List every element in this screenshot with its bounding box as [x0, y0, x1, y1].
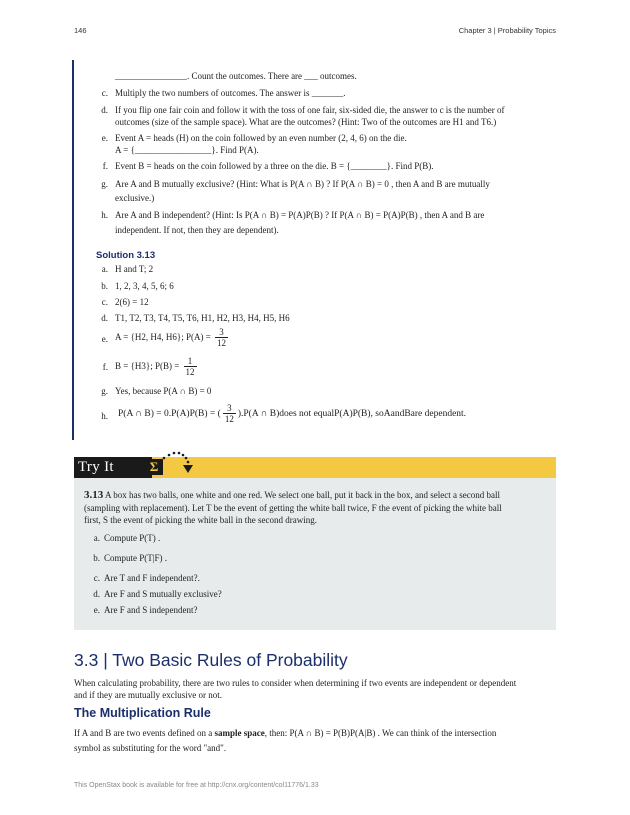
running-header: Chapter 3 | Probability Topics	[458, 26, 556, 35]
try-it-label-c: c.	[93, 573, 100, 583]
exercise-g-line2: exclusive.)	[115, 193, 155, 203]
solution-h-denominator: 12	[224, 414, 234, 425]
footer-text: This OpenStax book is available for free at http://cnx.org/content/col11776/1.33	[74, 782, 319, 789]
example-accent-bar	[72, 60, 74, 440]
exercise-label-c: c.	[101, 88, 108, 98]
solution-f-denominator: 12	[185, 367, 195, 378]
solution-h	[118, 402, 466, 426]
exercise-b-continuation: ________________. Count the outcomes. There are ___ outcomes.	[115, 71, 357, 81]
exercise-label-f: f.	[102, 161, 108, 171]
try-it-number: 3.13	[84, 489, 104, 501]
section-title: 3.3 | Two Basic Rules of Probability	[74, 650, 348, 670]
solution-e-denominator: 12	[217, 338, 227, 349]
solution-a: H and T; 2	[115, 264, 154, 274]
solution-label-a: a.	[101, 264, 108, 274]
exercise-f-line1: Event B = heads on the coin followed by a three on the die. B = {________}. Find P(B).	[115, 161, 434, 171]
solution-c: 2(6) = 12	[115, 297, 149, 307]
subsection-line1-pre: If A and B are two events defined on a	[74, 728, 213, 738]
try-it-label-a: a.	[93, 533, 100, 543]
exercise-h-line2: independent. If not, then they are dependent).	[115, 225, 279, 235]
try-it-item-b: Compute P(T|F) .	[104, 553, 168, 563]
exercise-g-line1: Are A and B mutually exclusive? (Hint: What is P(A ∩ B) ? If P(A ∩ B) = 0 , then A and B are mutually	[115, 179, 490, 189]
solution-h-fraction	[223, 403, 236, 424]
exercise-c-line1: Multiply the two numbers of outcomes. The answer is _______.	[115, 88, 346, 98]
solution-g: Yes, because P(A ∩ B) = 0	[115, 386, 212, 396]
try-it-item-e: Are F and S independent?	[104, 605, 198, 615]
solution-label-f: f.	[102, 362, 108, 372]
solution-h-numerator: 3	[223, 403, 236, 414]
sample-space-term: sample space	[214, 728, 265, 738]
try-it-label-d: d.	[93, 589, 100, 599]
page-number: 146	[74, 26, 87, 35]
subsection-title: The Multiplication Rule	[74, 706, 211, 720]
solution-label-b: b.	[101, 281, 108, 291]
exercise-label-h: h.	[101, 210, 108, 220]
solution-f-numerator: 1	[184, 356, 197, 367]
exercise-e-line2: A = {_________________}. Find P(A).	[115, 145, 259, 155]
solution-h-post: ).P(A ∩ B)does not equalP(A)P(B), soAandBare dependent.	[237, 409, 467, 419]
exercise-d-line1: If you flip one fair coin and follow it with the toss of one fair, six-sided die, the answer to c is the number of	[115, 105, 505, 115]
solution-label-c: c.	[101, 297, 108, 307]
solution-f-text: B = {H3}; P(B) =	[115, 361, 180, 371]
subsection-line2: symbol as substituting for the word "and".	[74, 743, 227, 753]
exercise-e-line1: Event A = heads (H) on the coin followed by an even number (2, 4, 6) on the die.	[115, 133, 407, 143]
try-it-label-e: e.	[93, 605, 100, 615]
solution-label-g: g.	[101, 386, 108, 396]
try-it-item-a: Compute P(T) .	[104, 533, 161, 543]
solution-f-fraction	[184, 356, 197, 377]
try-it-intro-line3: first, S the event of picking the white ball in the second drawing.	[84, 515, 317, 525]
try-it-item-d: Are F and S mutually exclusive?	[104, 589, 222, 599]
solution-label-h: h.	[101, 411, 108, 421]
subsection-line1	[74, 727, 496, 739]
solution-e-fraction	[215, 327, 228, 348]
try-it-label: Try It	[74, 457, 152, 478]
solution-e	[115, 326, 230, 348]
solution-b: 1, 2, 3, 4, 5, 6; 6	[115, 281, 174, 291]
try-it-intro-line2: (sampling with replacement). Let T be the event of getting the white ball twice, F the event of picking the white ball	[84, 503, 502, 513]
solution-e-numerator: 3	[215, 327, 228, 338]
sigma-icon: Σ	[145, 459, 163, 475]
exercise-h-line1: Are A and B independent? (Hint: Is P(A ∩ B) = P(A)P(B) ? If P(A ∩ B) = P(A)P(B) , then A and B are	[115, 210, 485, 220]
solution-d: T1, T2, T3, T4, T5, T6, H1, H2, H3, H4, H5, H6	[115, 313, 290, 323]
solution-f	[115, 355, 199, 377]
exercise-label-e: e.	[101, 133, 108, 143]
try-it-intro-line1	[84, 489, 500, 501]
exercise-label-d: d.	[101, 105, 108, 115]
try-it-intro-line1-text: A box has two balls, one white and one red. We select one ball, put it back in the box, and select a second ball	[105, 490, 501, 500]
dotted-arrow-icon	[160, 448, 196, 478]
try-it-label-b: b.	[93, 553, 100, 563]
try-it-item-c: Are T and F independent?.	[104, 573, 200, 583]
section-intro-line1: When calculating probability, there are two rules to consider when determining if two events are independent or dependent	[74, 678, 517, 688]
exercise-label-g: g.	[101, 179, 108, 189]
exercise-d-line2: outcomes (size of the sample space). What are the outcomes? (Hint: Two of the outcomes are H1 and T6.)	[115, 117, 497, 127]
solution-h-pre: P(A ∩ B) = 0.P(A)P(B) = (	[118, 409, 221, 419]
solution-label-d: d.	[101, 313, 108, 323]
section-intro-line2: and if they are mutually exclusive or not.	[74, 690, 222, 700]
solution-e-text: A = {H2, H4, H6}; P(A) =	[115, 332, 211, 342]
solution-title: Solution 3.13	[96, 250, 156, 261]
solution-label-e: e.	[101, 334, 108, 344]
subsection-line1-post: , then: P(A ∩ B) = P(B)P(A|B) . We can think of the intersection	[264, 728, 497, 738]
